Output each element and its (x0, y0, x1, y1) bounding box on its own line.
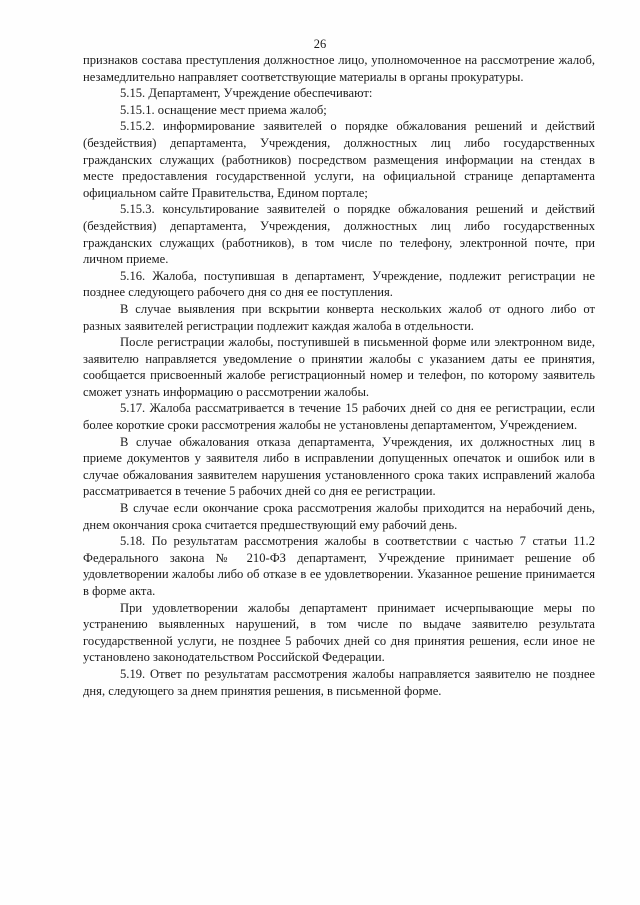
paragraph-5-16: 5.16. Жалоба, поступившая в департамент, Учреждение, подлежит регистрации не позднее следующего рабочего дня со дня ее поступления. (83, 268, 595, 300)
paragraph-multiple-complaints: В случае выявления при вскрытии конверта нескольких жалоб от одного либо от разных заявителей регистрации подлежит каждая жалоба в отдельности. (83, 301, 595, 333)
paragraph-5-19: 5.19. Ответ по результатам рассмотрения жалобы направляется заявителю не позднее дня, следующего за днем принятия решения, в письменной форме. (83, 666, 595, 698)
paragraph-5-18: 5.18. По результатам рассмотрения жалобы в соответствии с частью 7 статьи 11.2 Федерального закона № 210-ФЗ департамент, Учреждение принимает решение об удовлетворении жалобы либо об отказе в ее удовлетворении. Указанное решение принимается в форме акта. (83, 534, 595, 598)
paragraph-5-15-1: 5.15.1. оснащение мест приема жалоб; (120, 102, 327, 117)
paragraph-continuation: признаков состава преступления должностное лицо, уполномоченное на рассмотрение жалоб, незамедлительно направляет соответствующие материалы в органы прокуратуры. (83, 53, 595, 84)
paragraph-refusal-appeal: В случае обжалования отказа департамента, Учреждения, их должностных лиц в приеме документов у заявителя либо в исправлении допущенных опечаток и ошибок или в случае обжалования заявителем нарушения установленного срока таких исправлений жалоба рассматривается в течение 5 рабочих дней со дня ее регистрации. (83, 434, 595, 499)
paragraph-5-17: 5.17. Жалоба рассматривается в течение 15 рабочих дней со дня ее регистрации, если более короткие сроки рассмотрения жалобы не установлены департаментом, Учреждением. (83, 401, 595, 433)
paragraph-satisfaction-measures: При удовлетворении жалобы департамент принимает исчерпывающие меры по устранению выявленных нарушений, в том числе по выдаче заявителю результата государственной услуги, не позднее 5 рабочих дней со дня принятия решения, если иное не установлено законодательством Российской Федерации. (83, 600, 595, 665)
paragraph-registration-notice: После регистрации жалобы, поступившей в письменной форме или электронном виде, заявителю направляется уведомление о принятии жалобы с указанием даты ее принятия, сообщается присвоенный жалобе регистрационный номер и телефон, по которому заявитель сможет узнать информацию о рассмотрении жалобы. (83, 335, 595, 399)
paragraph-non-working-day: В случае если окончание срока рассмотрения жалобы приходится на нерабочий день, днем окончания срока считается предшествующий ему рабочий день. (83, 501, 595, 532)
document-body (83, 52, 595, 699)
paragraph-5-15: 5.15. Департамент, Учреждение обеспечивают: (120, 86, 373, 101)
paragraph-5-15-2: 5.15.2. информирование заявителей о порядке обжалования решений и действий (бездействия) департамента, Учреждения, должностных лиц либо государственных гражданских служащих (работников) посредством размещения информации на стендах в месте предоставления государственной услуги, на официальной странице департамента официальном сайте Правительства, Едином портале; (83, 119, 595, 200)
page-number: 26 (313, 37, 327, 51)
paragraph-5-15-3: 5.15.3. консультирование заявителей о порядке обжалования решений и действий (бездействия) департамента, Учреждения, должностных лиц либо государственных гражданских служащих (работников), в том числе по телефону, электронной почте, при личном приеме. (83, 202, 595, 267)
